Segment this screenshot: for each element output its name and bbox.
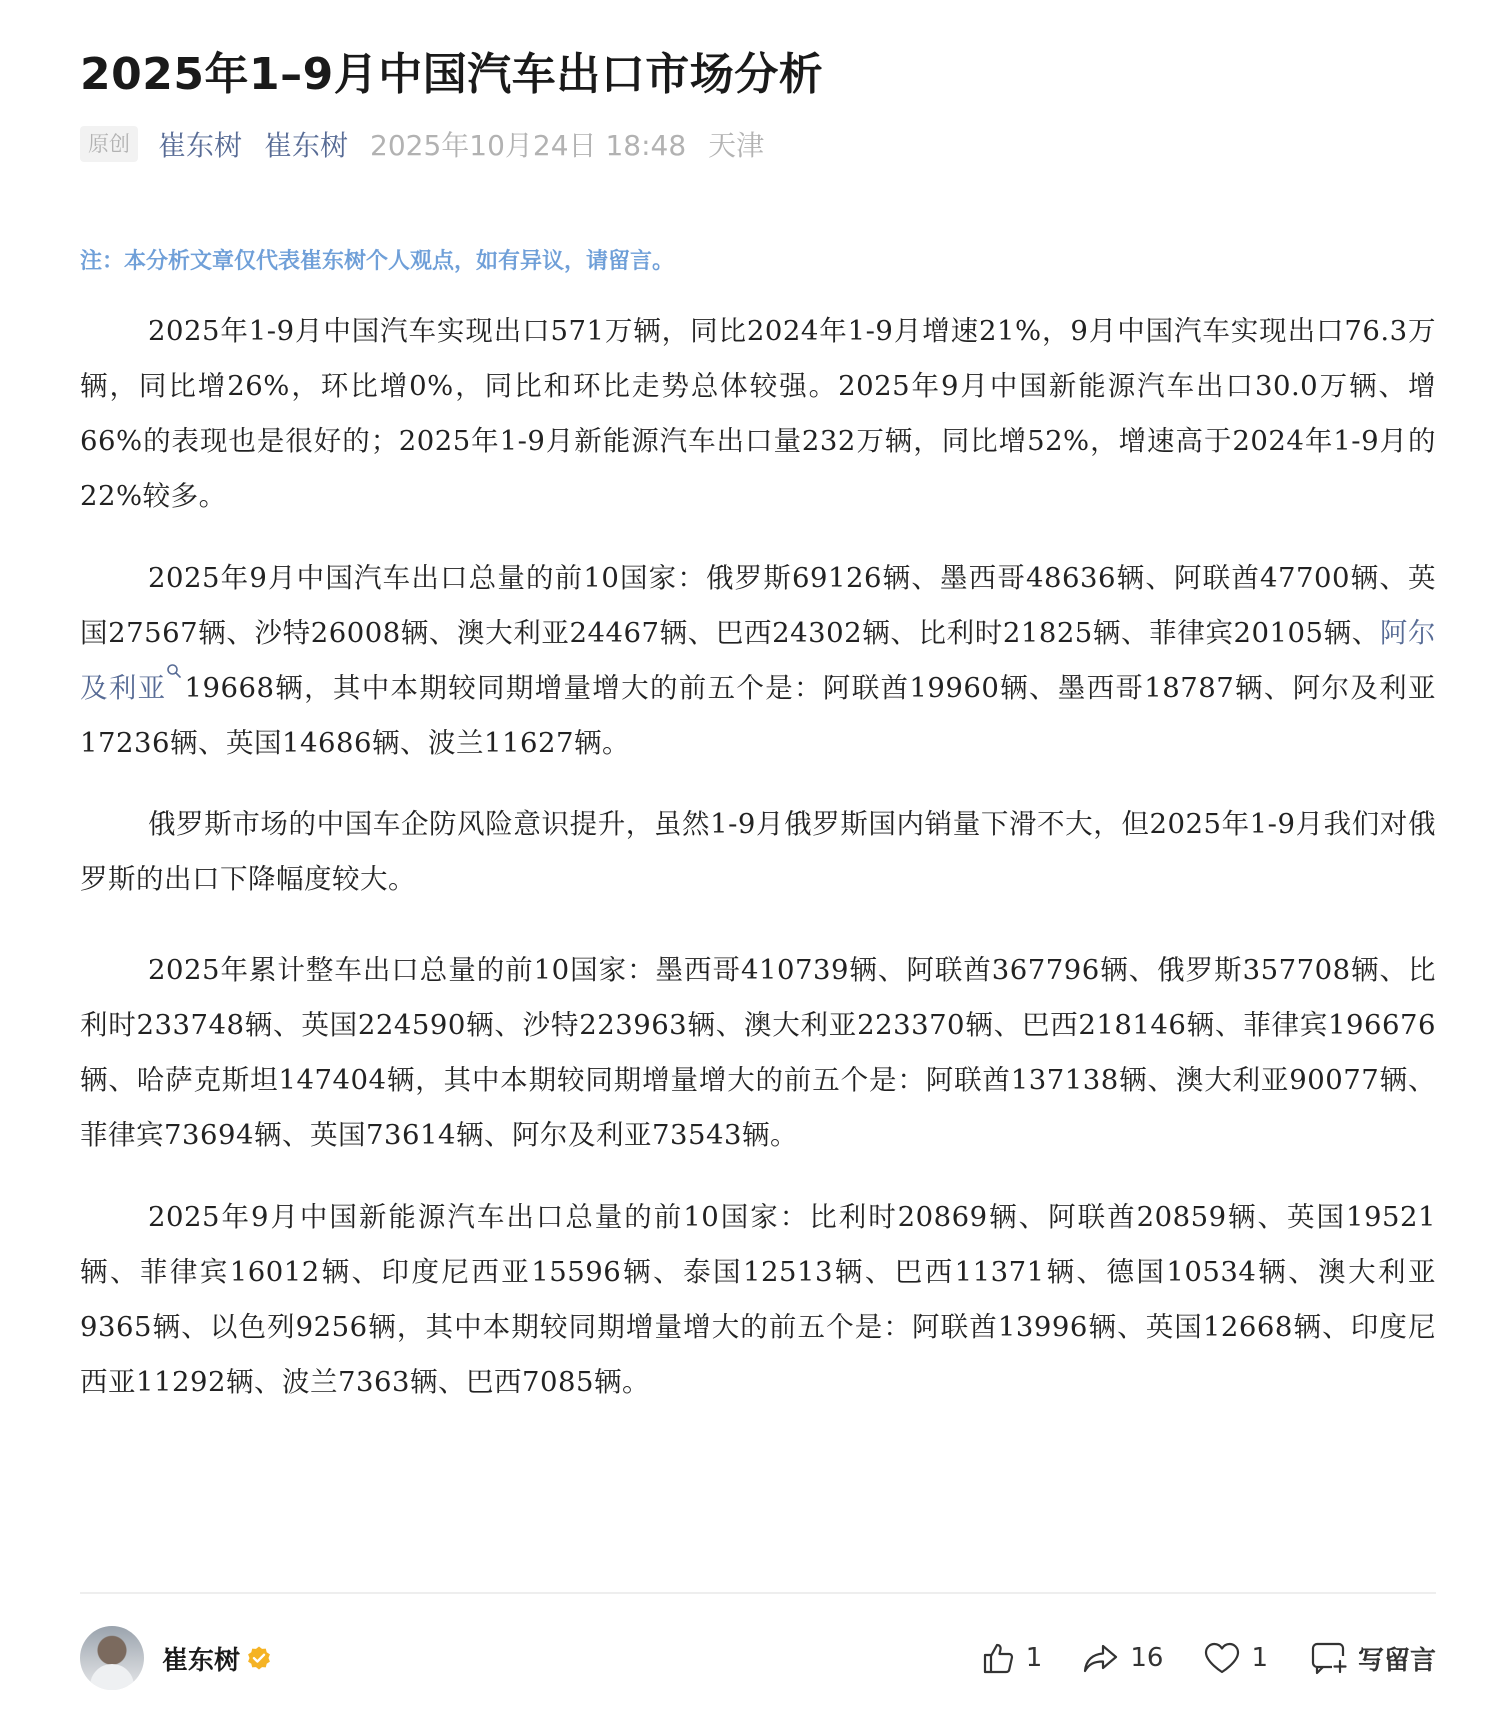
bottom-action-bar — [80, 1620, 1436, 1696]
paragraph-2 — [80, 551, 1436, 771]
avatar[interactable] — [80, 1626, 144, 1690]
article-meta — [80, 124, 764, 164]
favorite-button[interactable] — [1203, 1641, 1268, 1675]
paragraph-5: 2025年9月中国新能源汽车出口总量的前10国家：比利时20869辆、阿联酋20859辆、英国19521辆、菲律宾16012辆、印度尼西亚15596辆、泰国12513辆、巴西11371辆、德国10534辆、澳大利亚9365辆、以色列9256辆，其中本期较同期增量增大的前五个是：阿联酋13996辆、英国12668辆、印度尼西亚11292辆、波兰7363辆、巴西7085辆。 — [80, 1201, 1436, 1398]
paragraph-3: 俄罗斯市场的中国车企防风险意识提升，虽然1-9月俄罗斯国内销量下滑不大，但2025年1-9月我们对俄罗斯的出口下降幅度较大。 — [80, 808, 1436, 895]
share-icon — [1082, 1640, 1120, 1676]
like-button[interactable] — [980, 1640, 1043, 1676]
publish-location: 天津 — [708, 129, 765, 162]
publish-date: 2025年10月24日 18:48 — [370, 129, 687, 162]
favorite-count: 1 — [1251, 1643, 1268, 1673]
heart-icon — [1203, 1641, 1241, 1675]
paragraph-1: 2025年1-9月中国汽车实现出口571万辆，同比2024年1-9月增速21%，9月中国汽车实现出口76.3万辆，同比增26%，环比增0%，同比和环比走势总体较强。2025年9月中国新能源汽车出口30.0万辆、增66%的表现也是很好的；2025年1-9月新能源汽车出口量232万辆，同比增52%，增速高于2024年1-9月的22%较多。 — [80, 315, 1436, 512]
paragraph-4: 2025年累计整车出口总量的前10国家：墨西哥410739辆、阿联酋367796辆、俄罗斯357708辆、比利时233748辆、英国224590辆、沙特223963辆、澳大利亚223370辆、巴西218146辆、菲律宾196676辆、哈萨克斯坦147404辆，其中本期较同期增量增大的前五个是：阿联酋137138辆、澳大利亚90077辆、菲律宾73694辆、英国73614辆、阿尔及利亚73543辆。 — [80, 954, 1436, 1151]
search-icon — [166, 663, 182, 679]
account-link[interactable]: 崔东树 — [264, 129, 349, 162]
thumbs-up-icon — [980, 1640, 1016, 1676]
original-badge: 原创 — [80, 126, 138, 162]
action-group — [940, 1640, 1436, 1677]
comment-icon — [1308, 1640, 1348, 1676]
comment-button[interactable] — [1308, 1640, 1436, 1677]
share-button[interactable] — [1082, 1640, 1163, 1676]
paragraph-2-text-b: 19668辆，其中本期较同期增量增大的前五个是：阿联酋19960辆、墨西哥18787辆、阿尔及利亚17236辆、英国14686辆、波兰11627辆。 — [80, 672, 1436, 759]
verified-icon — [246, 1645, 272, 1671]
comment-label: 写留言 — [1357, 1645, 1436, 1676]
keyword-search-text[interactable]: 阿尔及利亚 — [80, 617, 1437, 704]
like-count: 1 — [1025, 1643, 1043, 1673]
footer-divider — [80, 1592, 1436, 1594]
disclaimer-note: 注：本分析文章仅代表崔东树个人观点，如有异议，请留言。 — [80, 248, 675, 274]
author-link[interactable]: 崔东树 — [158, 129, 243, 162]
paragraph-2-text-a: 2025年9月中国汽车出口总量的前10国家：俄罗斯69126辆、墨西哥48636辆、阿联酋47700辆、英国27567辆、沙特26008辆、澳大利亚24467辆、巴西24302辆、比利时21825辆、菲律宾20105辆、 — [80, 562, 1436, 649]
share-count: 16 — [1130, 1643, 1164, 1673]
footer-user-name[interactable]: 崔东树 — [162, 1645, 241, 1676]
article-title: 2025年1–9月中国汽车出口市场分析 — [80, 49, 824, 100]
